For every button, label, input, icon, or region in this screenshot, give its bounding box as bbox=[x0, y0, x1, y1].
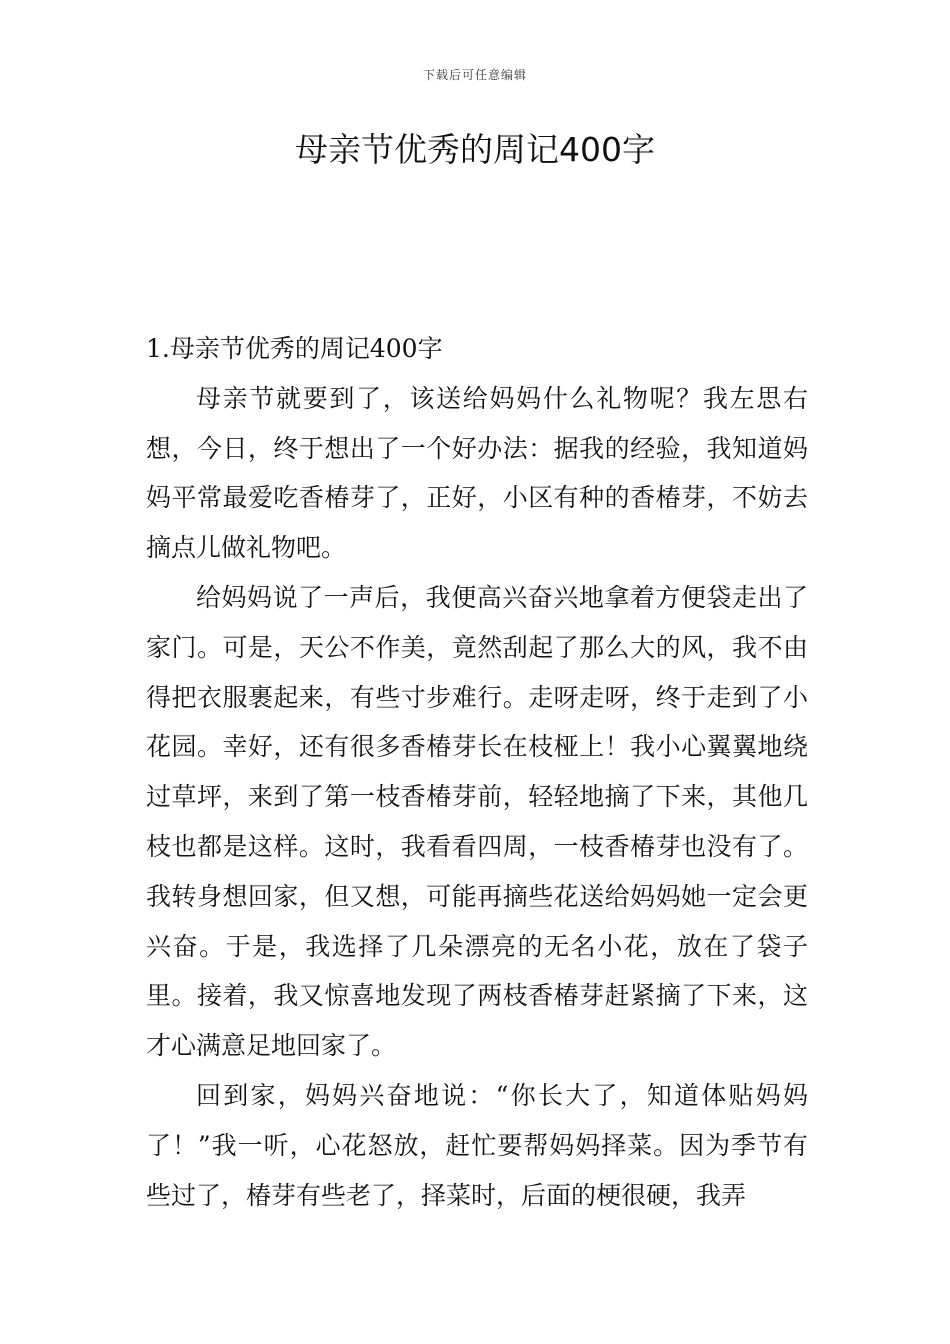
paragraph-2: 给妈妈说了一声后，我便高兴奋兴地拿着方便袋走出了家门。可是，天公不作美，竟然刮起了那么大的风，我不由得把衣服裹起来，有些寸步难行。走呀走呀，终于走到了小花园。幸好，还有很多香椿芽长在枝桠上！我小心翼翼地绕过草坪，来到了第一枝香椿芽前，轻轻地摘了下来，其他几枝也都是这样。这时，我看看四周，一枝香椿芽也没有了。我转身想回家，但又想，可能再摘些花送给妈妈她一定会更兴奋。于是，我选择了几朵漂亮的无名小花，放在了袋子里。接着，我又惊喜地发现了两枝香椿芽赶紧摘了下来，这才心满意足地回家了。 bbox=[146, 582, 808, 1061]
document-title: 母亲节优秀的周记400字 bbox=[295, 130, 655, 169]
document-body bbox=[146, 324, 808, 1220]
paragraph-3: 回到家，妈妈兴奋地说：“你长大了，知道体贴妈妈了！”我一听，心花怒放，赶忙要帮妈妈择菜。因为季节有些过了，椿芽有些老了，择菜时，后面的梗很硬，我弄 bbox=[146, 1080, 808, 1210]
paragraph-1: 母亲节就要到了，该送给妈妈什么礼物呢？我左思右想，今日，终于想出了一个好办法：据我的经验，我知道妈妈平常最爱吃香椿芽了，正好，小区有种的香椿芽，不妨去摘点儿做礼物吧。 bbox=[146, 383, 808, 563]
section-heading: 1.母亲节优秀的周记400字 bbox=[146, 334, 443, 363]
header-note: 下载后可任意编辑 bbox=[422, 68, 527, 82]
